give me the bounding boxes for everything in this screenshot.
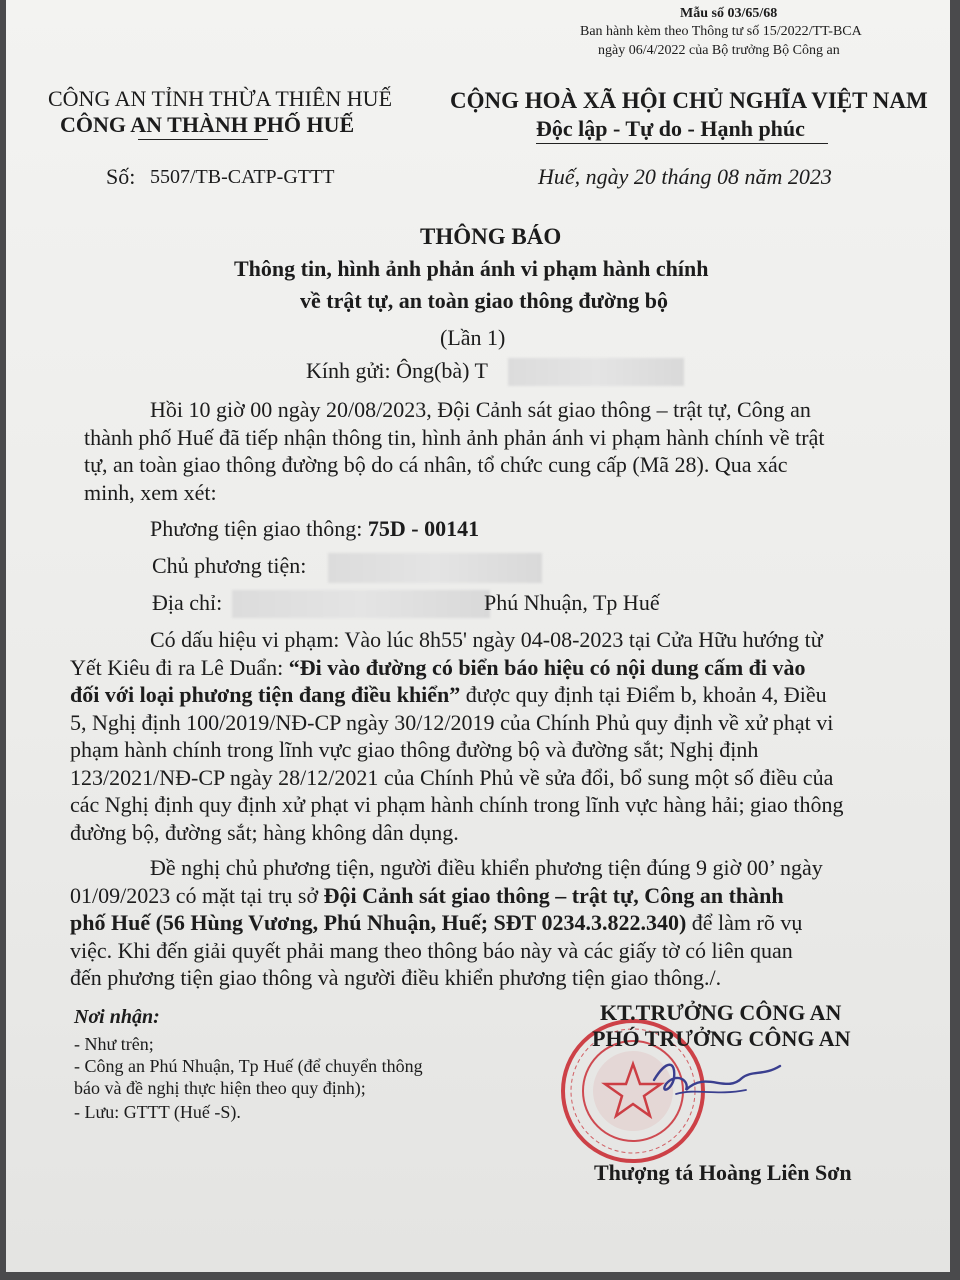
- paragraph-violation: [70, 626, 844, 846]
- vehicle-label: Phương tiện giao thông:: [150, 516, 363, 541]
- owner-label: Chủ phương tiện:: [152, 553, 307, 578]
- recipient-item: - Như trên;: [74, 1034, 154, 1054]
- agency-parent: CÔNG AN TỈNH THỪA THIÊN HUẾ: [48, 86, 393, 111]
- signature-icon: [646, 1050, 786, 1110]
- owner-field: [152, 553, 306, 579]
- signatory-position: PHÓ TRƯỞNG CÔNG AN: [592, 1026, 851, 1051]
- redacted-owner: [328, 553, 542, 583]
- nation-title: CỘNG HOÀ XÃ HỘI CHỦ NGHĨA VIỆT NAM: [450, 88, 928, 113]
- redacted-recipient-name: [508, 358, 684, 386]
- issued-note-line2: ngày 06/4/2022 của Bộ trưởng Bộ Công an: [598, 43, 840, 58]
- violation-description: “Đi vào đường có biển báo hiệu có nội dung cấm đi vào: [288, 654, 806, 680]
- text-line: đường bộ, đường sắt; hàng không dân dụng.: [70, 819, 459, 845]
- text-line: Đề nghị chủ phương tiện, người điều khiển phương tiện đúng 9 giờ 00’ ngày: [150, 855, 823, 880]
- signatory-name: Thượng tá Hoàng Liên Sơn: [594, 1160, 852, 1185]
- form-number: Mẫu số 03/65/68: [680, 6, 778, 21]
- text-line: 123/2021/NĐ-CP ngày 28/12/2021 của Chính Phủ về sửa đổi, bổ sung một số điều của: [70, 764, 834, 790]
- text-line: 5, Nghị định 100/2019/NĐ-CP ngày 30/12/2019 của Chính Phủ quy định về xử phạt vi: [70, 709, 834, 735]
- recipients-label: Nơi nhận:: [74, 1006, 160, 1028]
- recipient-line: Kính gửi: Ông(bà) T: [306, 358, 488, 383]
- motto-underline: [536, 143, 828, 144]
- vehicle-plate: 75D - 00141: [367, 516, 480, 541]
- address-field: Địa chỉ:: [152, 590, 223, 615]
- document-title: THÔNG BÁO: [420, 224, 562, 249]
- place-date: Huế, ngày 20 tháng 08 năm 2023: [538, 164, 832, 189]
- text-line: minh, xem xét:: [84, 479, 217, 505]
- office-address: phố Huế (56 Hùng Vương, Phú Nhuận, Huế; SĐT 0234.3.822.340): [70, 910, 687, 935]
- attempt-number: (Lần 1): [440, 325, 506, 350]
- document-number-label: Số:: [106, 164, 136, 189]
- text-line: các Nghị định quy định xử phạt vi phạm hành chính trong lĩnh vực hàng hải; giao thông: [70, 792, 844, 817]
- signatory-title: KT.TRƯỞNG CÔNG AN: [600, 1000, 842, 1025]
- text-line: phố Huế (56 Hùng Vương, Phú Nhuận, Huế; SĐT 0234.3.822.340) để làm rõ vụ: [70, 910, 803, 935]
- document-page: [6, 0, 950, 1272]
- agency-name: CÔNG AN THÀNH PHỐ HUẾ: [60, 112, 355, 137]
- recipient-item: báo và đề nghị thực hiện theo quy định);: [74, 1078, 366, 1098]
- paragraph-intake: [84, 396, 825, 506]
- text-line: đối với loại phương tiện đang điều khiển” được quy định tại Điểm b, khoản 4, Điều: [70, 682, 827, 707]
- recipient-item: - Công an Phú Nhuận, Tp Huế (để chuyển thông: [74, 1056, 423, 1076]
- text-line: đến phương tiện giao thông và người điều khiển phương tiện giao thông./.: [70, 965, 722, 990]
- text-line: tự, an toàn giao thông đường bộ do cá nhân, tổ chức cung cấp (Mã 28). Qua xác: [84, 452, 788, 477]
- vehicle-field: [150, 516, 479, 542]
- agency-underline: [138, 139, 268, 140]
- address-tail: Phú Nhuận, Tp Huế: [484, 590, 660, 615]
- document-number: 5507/TB-CATP-GTTT: [150, 166, 335, 188]
- redacted-address: [232, 590, 490, 618]
- issued-note-line1: Ban hành kèm theo Thông tư số 15/2022/TT-BCA: [580, 24, 862, 39]
- text-line: việc. Khi đến giải quyết phải mang theo thông báo này và các giấy tờ có liên quan: [70, 937, 793, 963]
- office-name: Đội Cảnh sát giao thông – trật tự, Công an thành: [323, 882, 784, 908]
- text-line: Yết Kiêu đi ra Lê Duẩn: “Đi vào đường có biển báo hiệu có nội dung cấm đi vào: [70, 654, 806, 680]
- text-line: Hồi 10 giờ 00 ngày 20/08/2023, Đội Cảnh sát giao thông – trật tự, Công an: [150, 397, 811, 422]
- text-line: 01/09/2023 có mặt tại trụ sở Đội Cảnh sát giao thông – trật tự, Công an thành: [70, 882, 784, 908]
- violation-description-cont: đối với loại phương tiện đang điều khiển”: [70, 682, 461, 707]
- paragraph-request: [70, 854, 823, 992]
- text-line: phạm hành chính trong lĩnh vực giao thông đường bộ và đường sắt; Nghị định: [70, 737, 759, 762]
- document-subtitle-line1: Thông tin, hình ảnh phản ánh vi phạm hành chính: [234, 256, 709, 281]
- national-motto: Độc lập - Tự do - Hạnh phúc: [536, 116, 805, 141]
- text-line: Có dấu hiệu vi phạm: Vào lúc 8h55' ngày 04-08-2023 tại Cửa Hữu hướng từ: [150, 627, 823, 652]
- document-subtitle-line2: về trật tự, an toàn giao thông đường bộ: [300, 288, 669, 313]
- text-line: thành phố Huế đã tiếp nhận thông tin, hình ảnh phản ánh vi phạm hành chính về trật: [84, 424, 825, 450]
- recipient-item: - Lưu: GTTT (Huế -S).: [74, 1102, 241, 1122]
